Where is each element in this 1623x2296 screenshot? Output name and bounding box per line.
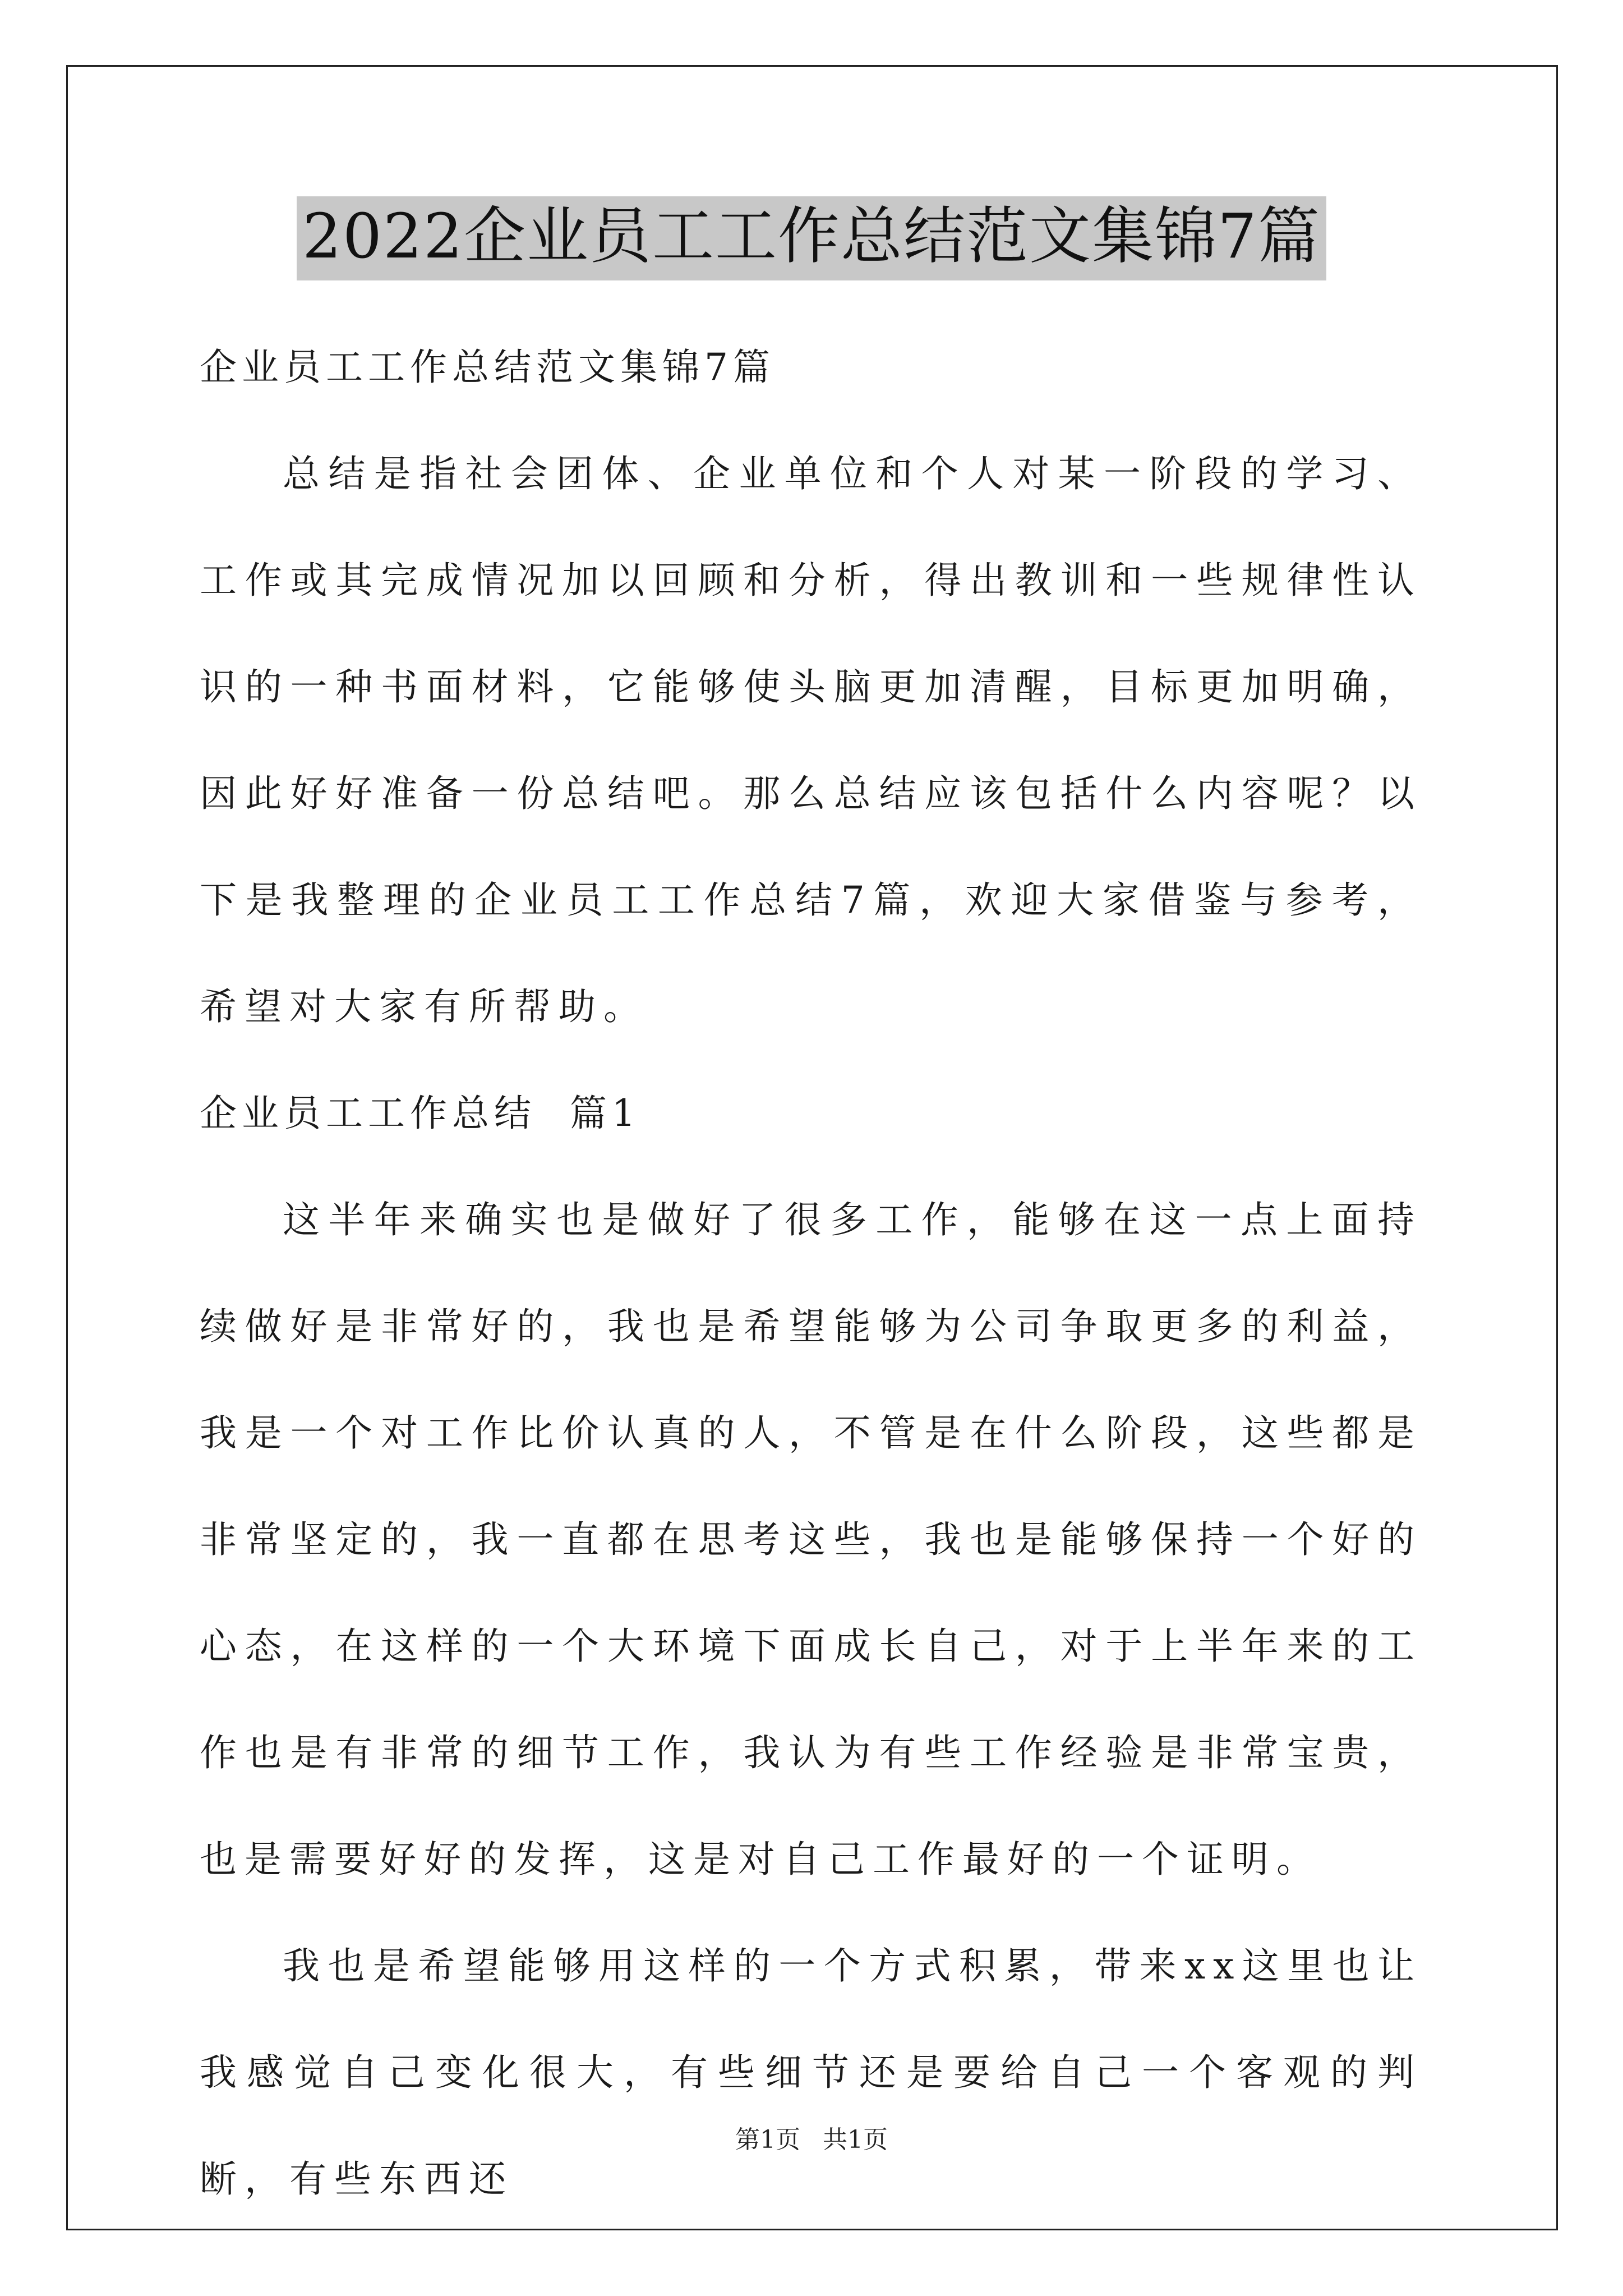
- page-total: 共1页: [823, 2125, 888, 2154]
- section-heading: 企业员工工作总结 篇1: [200, 1092, 640, 1135]
- page-footer: [0, 2123, 1623, 2157]
- document-title: 2022企业员工工作总结范文集锦7篇: [297, 196, 1326, 280]
- document-body: [200, 314, 1422, 2233]
- page-number: 第1页: [735, 2125, 800, 2154]
- section-paragraph: 这半年来确实也是做好了很多工作，能够在这一点上面持续做好是非常好的，我也是希望能够为公司争取更多的利益，我是一个对工作比价认真的人，不管是在什么阶段，这些都是非常坚定的，我一直都在思考这些，我也是能够保持一个好的心态，在这样的一个大环境下面成长自己，对于上半年来的工作也是有非常的细节工作，我认为有些工作经验是非常宝贵，也是需要好好的发挥，这是对自己工作最好的一个证明。: [200, 1198, 1422, 1881]
- title-container: [0, 196, 1623, 280]
- document-subtitle: 企业员工工作总结范文集锦7篇: [200, 346, 775, 389]
- section-paragraph: 我也是希望能够用这样的一个方式积累，带来xx这里也让我感觉自己变化很大，有些细节还是要给自己一个客观的判断，有些东西还: [200, 1944, 1422, 2201]
- intro-paragraph: 总结是指社会团体、企业单位和个人对某一阶段的学习、工作或其完成情况加以回顾和分析，得出教训和一些规律性认识的一种书面材料，它能够使头脑更加清醒，目标更加明确，因此好好准备一份总结吧。那么总结应该包括什么内容呢？以下是我整理的企业员工工作总结7篇，欢迎大家借鉴与参考，希望对大家有所帮助。: [200, 452, 1422, 1028]
